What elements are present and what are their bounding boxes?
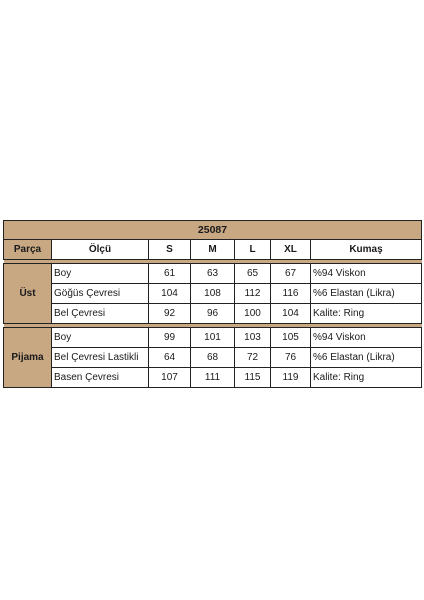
size-value-cell: 63 (191, 264, 235, 284)
size-value-cell: 116 (271, 284, 311, 304)
header-part: Parça (4, 240, 52, 260)
size-value-cell: 104 (149, 284, 191, 304)
table-row (4, 348, 422, 368)
measure-cell: Göğüs Çevresi (52, 284, 149, 304)
size-value-cell: 92 (149, 304, 191, 324)
part-cell: Üst (4, 264, 52, 324)
size-value-cell: 104 (271, 304, 311, 324)
measure-cell: Boy (52, 328, 149, 348)
header-size-m: M (191, 240, 235, 260)
part-cell: Pijama (4, 328, 52, 388)
size-value-cell: 76 (271, 348, 311, 368)
size-value-cell: 96 (191, 304, 235, 324)
header-size-s: S (149, 240, 191, 260)
size-value-cell: 61 (149, 264, 191, 284)
size-value-cell: 65 (235, 264, 271, 284)
size-value-cell: 112 (235, 284, 271, 304)
fabric-cell: Kalite: Ring (311, 304, 422, 324)
size-value-cell: 100 (235, 304, 271, 324)
measure-cell: Basen Çevresi (52, 368, 149, 388)
size-value-cell: 64 (149, 348, 191, 368)
size-value-cell: 72 (235, 348, 271, 368)
fabric-cell: %6 Elastan (Likra) (311, 284, 422, 304)
product-code: 25087 (4, 221, 422, 240)
size-value-cell: 103 (235, 328, 271, 348)
size-value-cell: 99 (149, 328, 191, 348)
measure-cell: Boy (52, 264, 149, 284)
size-value-cell: 101 (191, 328, 235, 348)
measure-cell: Bel Çevresi Lastikli (52, 348, 149, 368)
fabric-cell: %6 Elastan (Likra) (311, 348, 422, 368)
header-size-xl: XL (271, 240, 311, 260)
fabric-cell: Kalite: Ring (311, 368, 422, 388)
fabric-cell: %94 Viskon (311, 264, 422, 284)
header-measure: Ölçü (52, 240, 149, 260)
table-row (4, 368, 422, 388)
table-row (4, 304, 422, 324)
size-value-cell: 108 (191, 284, 235, 304)
table-row (4, 284, 422, 304)
size-value-cell: 105 (271, 328, 311, 348)
header-row (4, 240, 422, 260)
size-value-cell: 115 (235, 368, 271, 388)
size-chart-table (3, 220, 422, 388)
title-row (4, 221, 422, 240)
measure-cell: Bel Çevresi (52, 304, 149, 324)
size-value-cell: 68 (191, 348, 235, 368)
size-value-cell: 107 (149, 368, 191, 388)
header-size-l: L (235, 240, 271, 260)
fabric-cell: %94 Viskon (311, 328, 422, 348)
table-row (4, 328, 422, 348)
size-value-cell: 119 (271, 368, 311, 388)
size-value-cell: 111 (191, 368, 235, 388)
header-fabric: Kumaş (311, 240, 422, 260)
size-value-cell: 67 (271, 264, 311, 284)
table-row (4, 264, 422, 284)
